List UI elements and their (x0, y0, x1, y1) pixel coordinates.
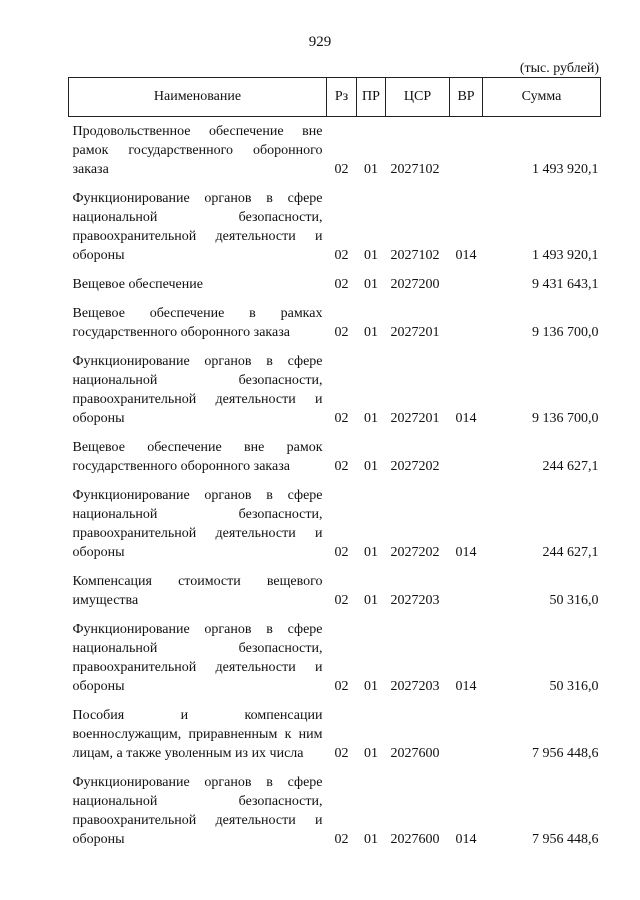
row-csr: 2027200 (390, 277, 440, 292)
row-pr: 01 (364, 411, 378, 426)
row-vr: 014 (455, 679, 477, 694)
header-vr: ВР (450, 78, 483, 117)
row-rz: 02 (334, 411, 349, 426)
row-name: Компенсация стоимости вещевого имущества (72, 574, 323, 608)
row-name: Продовольственное обеспечение вне рамок государственного оборонного заказа (72, 124, 323, 177)
table-row (69, 572, 601, 620)
row-csr: 2027202 (390, 545, 440, 560)
row-pr: 01 (364, 248, 378, 263)
row-csr: 2027201 (390, 325, 440, 340)
row-csr: 2027202 (390, 459, 440, 474)
row-sum: 244 627,1 (542, 545, 599, 560)
row-csr: 2027203 (390, 593, 440, 608)
row-csr: 2027102 (390, 162, 440, 177)
row-rz: 02 (334, 248, 349, 263)
row-vr (450, 572, 483, 620)
row-pr: 01 (364, 593, 378, 608)
row-pr: 01 (364, 162, 378, 177)
table-row (69, 117, 601, 190)
row-pr: 01 (364, 325, 378, 340)
row-sum: 1 493 920,1 (532, 248, 599, 263)
row-vr (450, 438, 483, 486)
row-csr: 2027102 (390, 248, 440, 263)
table-row (69, 304, 601, 352)
row-vr: 014 (455, 411, 477, 426)
page-number: 929 (308, 34, 332, 50)
row-pr: 01 (364, 277, 378, 292)
row-name: Вещевое обеспечение (72, 277, 203, 292)
table-row (69, 773, 601, 859)
row-csr: 2027600 (390, 832, 440, 847)
table-row (69, 486, 601, 572)
table-row (69, 706, 601, 773)
table-body (69, 117, 601, 860)
row-sum: 50 316,0 (549, 593, 599, 608)
header-pr: ПР (357, 78, 386, 117)
row-rz: 02 (334, 459, 349, 474)
header-sum: Сумма (483, 78, 601, 117)
row-vr (450, 117, 483, 190)
row-name: Пособия и компенсации военнослужащим, приравненным к ним лицам, а также уволенным из их числа (72, 708, 323, 761)
row-pr: 01 (364, 545, 378, 560)
row-sum: 9 431 643,1 (532, 277, 599, 292)
row-pr: 01 (364, 459, 378, 474)
row-sum: 50 316,0 (549, 679, 599, 694)
row-name: Функционирование органов в сфере национальной безопасности, правоохранительной деятельности и обороны (72, 775, 323, 847)
table-row (69, 352, 601, 438)
row-name: Функционирование органов в сфере национальной безопасности, правоохранительной деятельности и обороны (72, 622, 323, 694)
header-rz: Рз (327, 78, 357, 117)
budget-table (68, 77, 601, 859)
row-sum: 7 956 448,6 (532, 832, 599, 847)
units-note: (тыс. рублей) (519, 61, 599, 76)
row-vr: 014 (455, 832, 477, 847)
row-name: Вещевое обеспечение в рамках государственного оборонного заказа (72, 306, 323, 340)
row-name: Функционирование органов в сфере национальной безопасности, правоохранительной деятельности и обороны (72, 488, 323, 560)
row-sum: 9 136 700,0 (532, 411, 599, 426)
row-vr: 014 (455, 248, 477, 263)
row-rz: 02 (334, 746, 349, 761)
row-rz: 02 (334, 277, 349, 292)
row-name: Вещевое обеспечение вне рамок государственного оборонного заказа (72, 440, 323, 474)
row-rz: 02 (334, 679, 349, 694)
row-sum: 244 627,1 (542, 459, 599, 474)
row-name: Функционирование органов в сфере национальной безопасности, правоохранительной деятельности и обороны (72, 354, 323, 426)
header-name: Наименование (69, 78, 327, 117)
row-rz: 02 (334, 593, 349, 608)
row-rz: 02 (334, 162, 349, 177)
row-rz: 02 (334, 545, 349, 560)
row-sum: 9 136 700,0 (532, 325, 599, 340)
row-name: Функционирование органов в сфере национальной безопасности, правоохранительной деятельности и обороны (72, 191, 323, 263)
row-vr: 014 (455, 545, 477, 560)
row-rz: 02 (334, 832, 349, 847)
row-rz: 02 (334, 325, 349, 340)
row-vr (450, 706, 483, 773)
row-csr: 2027203 (390, 679, 440, 694)
row-csr: 2027600 (390, 746, 440, 761)
row-vr (450, 304, 483, 352)
table-row (69, 438, 601, 486)
row-pr: 01 (364, 746, 378, 761)
table-row (69, 275, 601, 304)
table-header-row (69, 78, 601, 117)
header-csr: ЦСР (386, 78, 450, 117)
row-csr: 2027201 (390, 411, 440, 426)
table-row (69, 189, 601, 275)
row-vr (450, 275, 483, 304)
row-sum: 7 956 448,6 (532, 746, 599, 761)
row-pr: 01 (364, 679, 378, 694)
row-pr: 01 (364, 832, 378, 847)
row-sum: 1 493 920,1 (532, 162, 599, 177)
table-row (69, 620, 601, 706)
